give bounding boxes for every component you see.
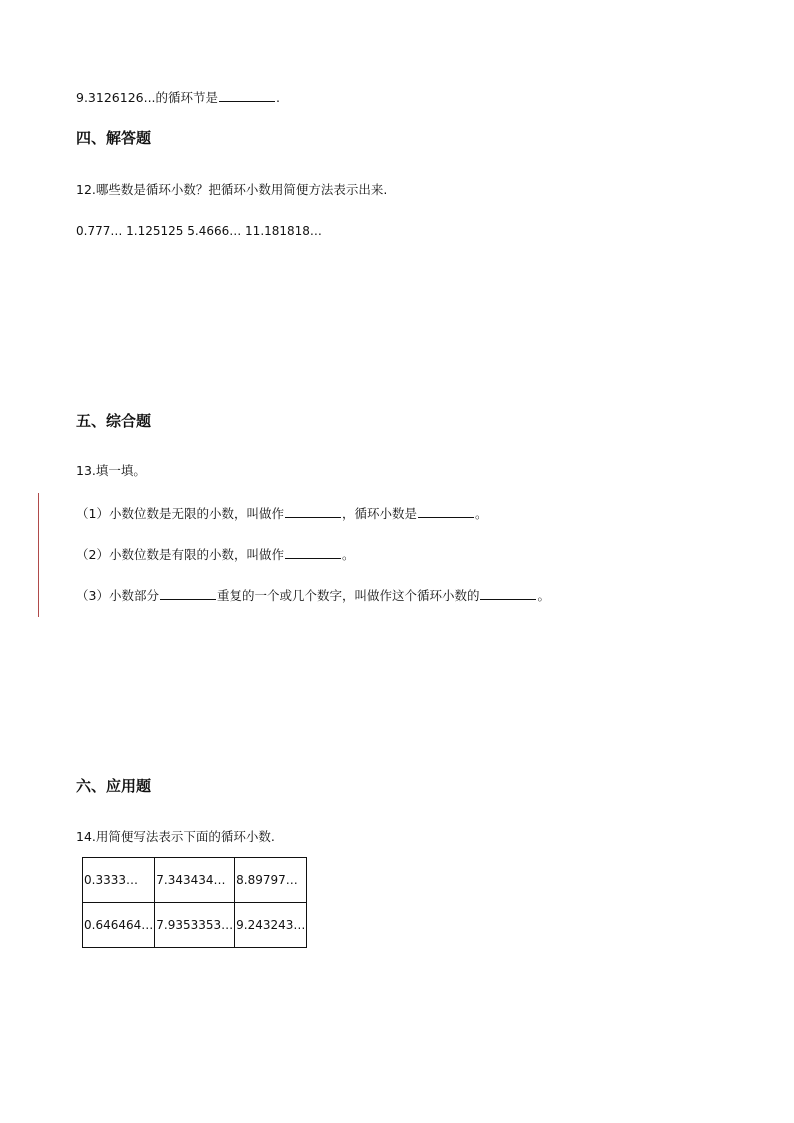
- answer-blank[interactable]: [160, 587, 216, 600]
- part-3-text-c: 。: [537, 588, 550, 603]
- question-9-text: 9.3126126...的循环节是: [76, 90, 219, 105]
- table-row: [83, 903, 307, 948]
- part-2-text-a: （2）小数位数是有限的小数，叫做作: [76, 547, 284, 562]
- question-13-part-1: [76, 505, 488, 523]
- table-cell: 9.243243…: [235, 903, 307, 948]
- section-5-title: 五、综合题: [76, 412, 152, 430]
- part-3-text-b: 重复的一个或几个数字，叫做作这个循环小数的: [216, 588, 480, 603]
- part-2-text-b: 。: [341, 547, 355, 562]
- table-row: [83, 858, 307, 903]
- question-9-end: .: [276, 90, 281, 105]
- part-1-text-c: 。: [474, 506, 488, 521]
- table-cell: 7.343434…: [155, 858, 235, 903]
- margin-rule: [38, 493, 39, 617]
- table-cell: 7.9353353…: [155, 903, 235, 948]
- decimals-table: [82, 857, 307, 948]
- question-13-part-3: [76, 587, 550, 605]
- answer-blank[interactable]: [285, 505, 341, 518]
- table-cell: 0.646464…: [83, 903, 155, 948]
- question-14: 14.用简便写法表示下面的循环小数.: [76, 829, 275, 844]
- question-12: 12.哪些数是循环小数？把循环小数用简便方法表示出来.: [76, 182, 388, 197]
- question-9: [76, 89, 280, 107]
- question-13: 13.填一填。: [76, 463, 146, 478]
- section-4-title: 四、解答题: [76, 129, 152, 147]
- answer-blank[interactable]: [418, 505, 474, 518]
- answer-blank[interactable]: [285, 546, 341, 559]
- part-3-text-a: （3）小数部分: [76, 588, 159, 603]
- question-12-numbers: 0.777… 1.125125 5.4666… 11.181818…: [76, 224, 322, 238]
- answer-blank[interactable]: [480, 587, 536, 600]
- answer-blank[interactable]: [219, 89, 275, 102]
- part-1-text-a: （1）小数位数是无限的小数，叫做作: [76, 506, 284, 521]
- question-13-part-2: [76, 546, 354, 564]
- table-cell: 0.3333…: [83, 858, 155, 903]
- part-1-text-b: ，循环小数是: [341, 506, 417, 521]
- section-6-title: 六、应用题: [76, 777, 152, 795]
- table-cell: 8.89797…: [235, 858, 307, 903]
